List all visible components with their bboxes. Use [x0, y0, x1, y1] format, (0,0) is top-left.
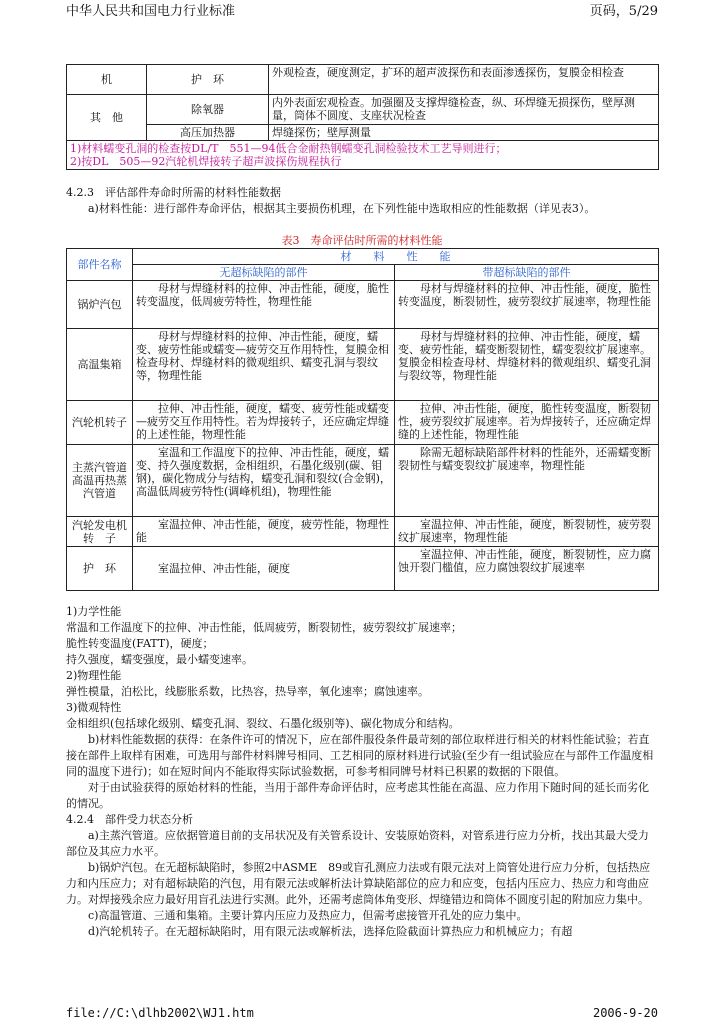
- paragraph: 对于由试验获得的原始材料的性能，当用于部件寿命评估时，应考虑其性能在高温、应力作用下随时间的延长而劣化的情况。: [66, 781, 649, 810]
- paragraph: d)汽轮机转子。在无超标缺陷时，用有限元法或解析法，选择危险截面计算热应力和机械应力；有超: [88, 925, 573, 938]
- file-path: file://C:\dlhb2002\WJ1.htm: [66, 1006, 254, 1020]
- list-item: 持久强度，蠕变强度，最小蠕变速率。: [66, 653, 253, 666]
- row-group: 其 他: [67, 95, 147, 141]
- row-desc: 外观检查，硬度测定，扩环的超声波探伤和表面渗透探伤，复膜金相检查: [269, 65, 659, 95]
- no-defect-props: 室温拉伸、冲击性能，硬度: [133, 547, 395, 591]
- table-caption: 表3 寿命评估时所需的材料性能: [281, 234, 443, 247]
- header-performance: 材 料 性 能: [133, 249, 659, 265]
- list-item: 弹性模量，泊松比，线膨胀系数，比热容，热导率，氧化速率；腐蚀速率。: [66, 685, 429, 698]
- part-name: 高温集箱: [67, 329, 133, 401]
- header-defect: 带超标缺陷的部件: [395, 265, 659, 281]
- section-heading: 4.2.4 部件受力状态分析: [66, 813, 193, 826]
- defect-props: 母材与焊缝材料的拉伸、冲击性能，硬度，蠕变、疲劳性能，蠕变断裂韧性，蠕变裂纹扩展速率。复膜金相检查母材、焊缝材料的微观组织、蠕变孔洞与裂纹等，物理性能: [395, 329, 659, 401]
- material-properties-table: [66, 248, 659, 591]
- list-item: 脆性转变温度(FATT)，硬度；: [66, 637, 214, 650]
- paragraph: a)主蒸汽管道。应依据管道目前的支吊状况及有关管系设计、安装原始资料，对管系进行应力分析，找出其最大受力部位及其应力水平。: [66, 829, 649, 858]
- part-name: 汽轮发电机转 子: [67, 517, 133, 547]
- part-name: 护 环: [67, 547, 133, 591]
- row-item: 护 环: [147, 65, 269, 95]
- defect-props: 室温拉伸、冲击性能，硬度，断裂韧性，疲劳裂纹扩展速率，物理性能: [395, 517, 659, 547]
- defect-props: 室温拉伸、冲击性能，硬度，断裂韧性，应力腐蚀开裂门槛值，应力腐蚀裂纹扩展速率: [395, 547, 659, 591]
- table-row: [67, 517, 659, 547]
- paragraph: a)材料性能：进行部件寿命评估，根据其主要损伤机理，在下列性能中选取相应的性能数据（详见表3）。: [88, 202, 596, 215]
- print-date: 2006-9-20: [592, 1006, 658, 1020]
- part-name: 主蒸汽管道高温再热蒸汽管道: [67, 445, 133, 517]
- standard-title: 中华人民共和国电力行业标准: [66, 4, 236, 19]
- section-4-2-3: [66, 185, 658, 217]
- paragraph: c)高温管道、三通和集箱。主要计算内压应力及热应力，但需考虑接管开孔处的应力集中。: [88, 909, 528, 922]
- page-footer: [66, 1006, 658, 1024]
- no-defect-props: 室温拉伸、冲击性能，硬度，疲劳性能，物理性能: [133, 517, 395, 547]
- list-title: 1)力学性能: [66, 605, 122, 618]
- part-name: 锅炉汽包: [67, 281, 133, 329]
- table-note: [67, 141, 659, 170]
- table-row: [67, 65, 659, 95]
- defect-props: 拉伸、冲击性能，硬度，脆性转变温度，断裂韧性，疲劳裂纹扩展速率。若为焊接转子，还应确定焊缝的上述性能，物理性能: [395, 401, 659, 445]
- table-row: [67, 281, 659, 329]
- row-group: 机: [67, 65, 147, 95]
- row-desc: 焊缝探伤；壁厚测量: [269, 125, 659, 141]
- page-header: [66, 0, 658, 20]
- row-desc: 内外表面宏观检查。加强圈及支撑焊缝检查，纵、环焊缝无损探伤，壁厚测量，筒体不圆度、支座状况检查: [269, 95, 659, 125]
- table-row: [67, 547, 659, 591]
- defect-props: 母材与焊缝材料的拉伸、冲击性能，硬度，脆性转变温度，断裂韧性，疲劳裂纹扩展速率，物理性能: [395, 281, 659, 329]
- inspection-table: [66, 64, 659, 170]
- no-defect-props: 室温和工作温度下的拉伸、冲击性能，硬度，蠕变、持久强度数据，金相组织，石墨化级别(碳、钼钢)，碳化物成分与结构，蠕变孔洞和裂纹(合金钢)，高温低周疲劳特性(调峰机组)，物理性能: [133, 445, 395, 517]
- part-name: 汽轮机转子: [67, 401, 133, 445]
- no-defect-props: 母材与焊缝材料的拉伸、冲击性能，硬度，脆性转变温度，低周疲劳特性，物理性能: [133, 281, 395, 329]
- section-heading: 4.2.3 评估部件寿命时所需的材料性能数据: [66, 186, 281, 199]
- list-title: 3)微观特性: [66, 701, 122, 714]
- header-part: 部件名称: [67, 249, 133, 281]
- row-item: 高压加热器: [147, 125, 269, 141]
- header-no-defect: 无超标缺陷的部件: [133, 265, 395, 281]
- list-item: 常温和工作温度下的拉伸、冲击性能，低周疲劳，断裂韧性，疲劳裂纹扩展速率；: [66, 621, 462, 634]
- property-list: [66, 604, 658, 940]
- table-row: [67, 125, 659, 141]
- note-1: 1)材料蠕变孔洞的检查按DL/T 551—94低合金耐热钢蠕变孔洞检验技术工艺导则进行；: [70, 142, 507, 155]
- table-row: [67, 445, 659, 517]
- paragraph: b)锅炉汽包。在无超标缺陷时，参照2中ASME 89或盲孔测应力法或有限元法对上筒管处进行应力分析，包括热应力和内压应力；对有超标缺陷的汽包，用有限元法或解析法计算缺陷部位的应力和应变，包括内压应力、热应力和弯曲应力。对焊接残余应力最好用盲孔法进行实测。此外，还需考虑筒体角变形、焊缝错边和筒体不圆度引起的附加应力集中。: [66, 861, 651, 906]
- page-number: 页码，5/29: [589, 4, 658, 19]
- row-item: 除氧器: [147, 95, 269, 125]
- table-row: [67, 401, 659, 445]
- no-defect-props: 拉伸、冲击性能，硬度，蠕变、疲劳性能或蠕变—疲劳交互作用特性。若为焊接转子，还应确定焊缝的上述性能，物理性能: [133, 401, 395, 445]
- no-defect-props: 母材与焊缝材料的拉伸、冲击性能，硬度，蠕变、疲劳性能或蠕变—疲劳交互作用特性，复膜金相检查母材、焊缝材料的微观组织、蠕变孔洞与裂纹等，物理性能: [133, 329, 395, 401]
- list-title: 2)物理性能: [66, 669, 122, 682]
- list-item: 金相组织(包括球化级别、蠕变孔洞、裂纹、石墨化级别等)、碳化物成分和结构。: [66, 717, 460, 730]
- defect-props: 除需无超标缺陷部件材料的性能外，还需蠕变断裂韧性与蠕变裂纹扩展速率，物理性能: [395, 445, 659, 517]
- table-row: [67, 329, 659, 401]
- table-row: [67, 95, 659, 125]
- paragraph: b)材料性能数据的获得：在条件许可的情况下，应在部件服役条件最苛刻的部位取样进行相关的材料性能试验；若直接在部件上取样有困难，可选用与部件材料牌号相同、工艺相同的原材料进行试验(至少有一组试验应在与部件工作温度相同的温度下进行)；如在短时间内不能取得实际试验数据，可参考相同牌号材料已积累的数据的下限值。: [66, 733, 654, 778]
- note-2: 2)按DL 505—92汽轮机焊接转子超声波探伤规程执行: [70, 155, 342, 168]
